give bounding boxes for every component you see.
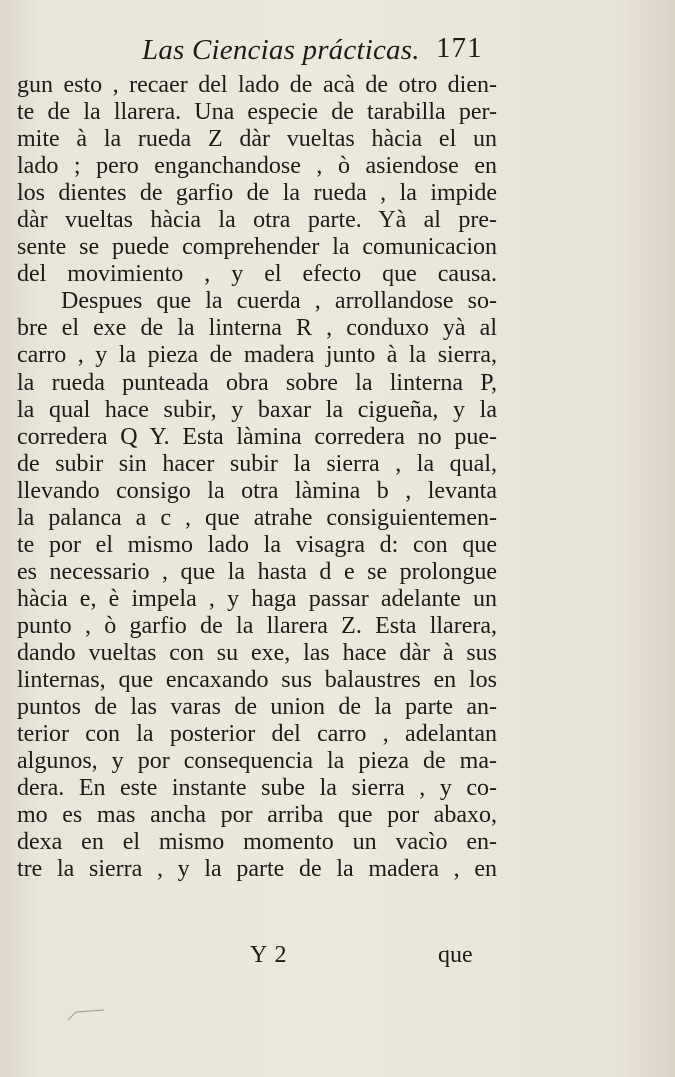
text-line: de subir sin hacer subir la sierra , la qual, — [17, 450, 497, 477]
text-line: linternas, que encaxando sus balaustres en los — [17, 667, 497, 694]
text-line: del movimiento , y el efecto que causa. — [17, 261, 497, 288]
text-line: llevando consigo la otra làmina b , levanta — [17, 477, 497, 504]
text-line: carro , y la pieza de madera junto à la sierra, — [17, 342, 497, 369]
paragraph-start-line: Despues que la cuerda , arrollandose so- — [61, 288, 497, 315]
text-line: es necessario , que la hasta d e se prolongue — [17, 558, 497, 585]
text-line: lado ; pero enganchandose , ò asiendose en — [17, 153, 497, 180]
page-number: 171 — [436, 32, 483, 64]
text-line: terior con la posterior del carro , adelantan — [17, 721, 497, 748]
text-line: gun esto , recaer del lado de acà de otro dien- — [17, 72, 497, 98]
page-footer — [0, 942, 675, 976]
body-text — [17, 72, 497, 883]
text-line: algunos, y por consequencia la pieza de ma- — [17, 748, 497, 775]
text-line: dexa en el mismo momento un vacìo en- — [17, 829, 497, 856]
catchword: que — [438, 942, 473, 968]
text-line: dera. En este instante sube la sierra , y co- — [17, 775, 497, 802]
text-line: punto , ò garfio de la llarera Z. Esta llarera, — [17, 612, 497, 639]
text-line: sente se puede comprehender la comunicacion — [17, 234, 497, 261]
text-line: mite à la rueda Z dàr vueltas hàcia el un — [17, 126, 497, 153]
text-line: puntos de las varas de union de la parte an- — [17, 694, 497, 721]
pencil-mark-icon — [66, 1008, 106, 1022]
text-line: la rueda punteada obra sobre la linterna P, — [17, 369, 497, 396]
running-title: Las Ciencias prácticas. — [142, 34, 420, 66]
text-line: tre la sierra , y la parte de la madera , en — [17, 856, 497, 883]
text-line: la qual hace subir, y baxar la cigueña, y la — [17, 396, 497, 423]
text-line: te por el mismo lado la visagra d: con que — [17, 531, 497, 558]
text-line: mo es mas ancha por arriba que por abaxo, — [17, 802, 497, 829]
text-line: corredera Q Y. Esta làmina corredera no pue- — [17, 423, 497, 450]
signature-mark: Y 2 — [250, 942, 288, 968]
text-line: te de la llarera. Una especie de tarabilla per- — [17, 99, 497, 126]
text-line: bre el exe de la linterna R , conduxo yà al — [17, 315, 497, 342]
text-line: dando vueltas con su exe, las hace dàr à sus — [17, 639, 497, 666]
text-line: los dientes de garfio de la rueda , la impide — [17, 180, 497, 207]
page-header — [0, 30, 675, 70]
text-line: hàcia e, è impela , y haga passar adelante un — [17, 585, 497, 612]
text-line: la palanca a c , que atrahe consiguientemen- — [17, 504, 497, 531]
text-line: dàr vueltas hàcia la otra parte. Yà al pre- — [17, 207, 497, 234]
